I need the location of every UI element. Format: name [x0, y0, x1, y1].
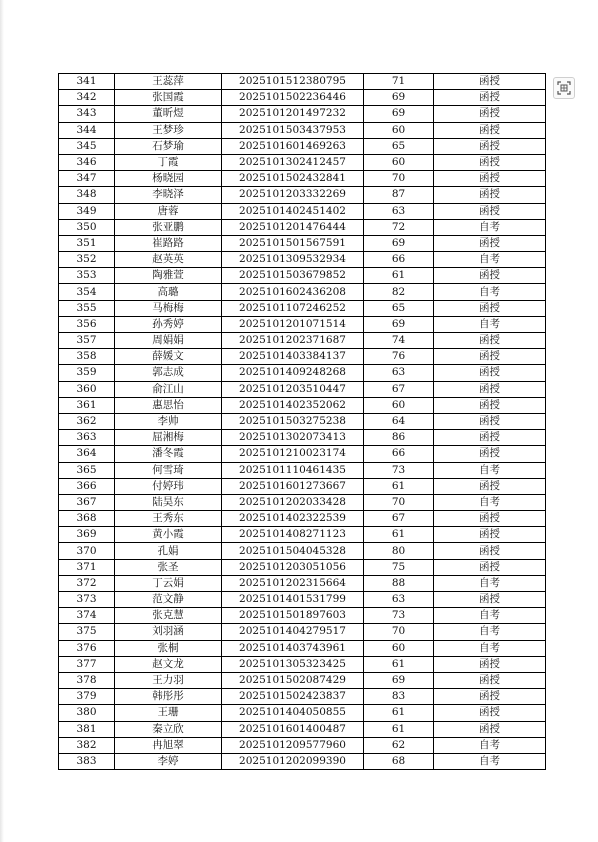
study-mode-cell: 函授 [434, 268, 546, 284]
table-row [59, 122, 546, 138]
study-mode-cell: 函授 [434, 689, 546, 705]
student-id-cell: 2025101202099390 [222, 753, 364, 769]
student-id-cell: 2025101309532934 [222, 252, 364, 268]
table-row [59, 365, 546, 381]
score-cell: 64 [364, 413, 434, 429]
score-cell: 61 [364, 527, 434, 543]
table-row [59, 154, 546, 170]
student-name-cell: 薛媛文 [115, 349, 222, 365]
table-row [59, 284, 546, 300]
table-row [59, 721, 546, 737]
study-mode-cell: 函授 [434, 543, 546, 559]
row-number-cell: 363 [59, 430, 115, 446]
student-name-cell: 周娟娟 [115, 333, 222, 349]
student-name-cell: 丁霞 [115, 154, 222, 170]
score-cell: 75 [364, 559, 434, 575]
row-number-cell: 347 [59, 171, 115, 187]
study-mode-cell: 自考 [434, 640, 546, 656]
study-mode-cell: 函授 [434, 527, 546, 543]
score-cell: 61 [364, 705, 434, 721]
score-cell: 71 [364, 74, 434, 90]
student-name-cell: 郭志成 [115, 365, 222, 381]
score-cell: 69 [364, 106, 434, 122]
student-name-cell: 唐蓉 [115, 203, 222, 219]
table-row [59, 430, 546, 446]
score-cell: 73 [364, 608, 434, 624]
table-row [59, 689, 546, 705]
student-id-cell: 2025101203510447 [222, 381, 364, 397]
student-name-cell: 王秀东 [115, 511, 222, 527]
row-number-cell: 362 [59, 413, 115, 429]
row-number-cell: 359 [59, 365, 115, 381]
study-mode-cell: 函授 [434, 333, 546, 349]
study-mode-cell: 函授 [434, 511, 546, 527]
table-row [59, 252, 546, 268]
table-row [59, 138, 546, 154]
student-id-cell: 2025101403384137 [222, 349, 364, 365]
row-number-cell: 341 [59, 74, 115, 90]
table-row [59, 640, 546, 656]
score-cell: 62 [364, 737, 434, 753]
study-mode-cell: 自考 [434, 284, 546, 300]
table-row [59, 333, 546, 349]
student-id-cell: 2025101602436208 [222, 284, 364, 300]
row-number-cell: 378 [59, 672, 115, 688]
score-table [58, 73, 546, 770]
table-row [59, 106, 546, 122]
study-mode-cell: 函授 [434, 138, 546, 154]
table-row [59, 494, 546, 510]
row-number-cell: 373 [59, 592, 115, 608]
score-cell: 70 [364, 624, 434, 640]
student-name-cell: 张桐 [115, 640, 222, 656]
student-name-cell: 高璐 [115, 284, 222, 300]
row-number-cell: 367 [59, 494, 115, 510]
score-cell: 66 [364, 252, 434, 268]
study-mode-cell: 函授 [434, 721, 546, 737]
score-cell: 69 [364, 90, 434, 106]
page-edge-shadow [0, 0, 4, 842]
student-name-cell: 王蕊萍 [115, 74, 222, 90]
study-mode-cell: 自考 [434, 753, 546, 769]
table-row [59, 478, 546, 494]
score-cell: 61 [364, 268, 434, 284]
student-name-cell: 崔路路 [115, 235, 222, 251]
table-row [59, 316, 546, 332]
student-id-cell: 2025101305323425 [222, 656, 364, 672]
score-cell: 67 [364, 511, 434, 527]
student-id-cell: 2025101209577960 [222, 737, 364, 753]
student-name-cell: 俞江山 [115, 381, 222, 397]
student-id-cell: 2025101403743961 [222, 640, 364, 656]
study-mode-cell: 函授 [434, 187, 546, 203]
study-mode-cell: 函授 [434, 300, 546, 316]
score-cell: 61 [364, 478, 434, 494]
student-id-cell: 2025101601400487 [222, 721, 364, 737]
study-mode-cell: 函授 [434, 349, 546, 365]
student-name-cell: 张国霞 [115, 90, 222, 106]
row-number-cell: 360 [59, 381, 115, 397]
study-mode-cell: 函授 [434, 235, 546, 251]
score-cell: 65 [364, 138, 434, 154]
table-row [59, 446, 546, 462]
score-cell: 76 [364, 349, 434, 365]
row-number-cell: 358 [59, 349, 115, 365]
study-mode-cell: 自考 [434, 624, 546, 640]
row-number-cell: 371 [59, 559, 115, 575]
row-number-cell: 357 [59, 333, 115, 349]
study-mode-cell: 自考 [434, 252, 546, 268]
table-row [59, 511, 546, 527]
row-number-cell: 369 [59, 527, 115, 543]
student-id-cell: 2025101408271123 [222, 527, 364, 543]
score-cell: 65 [364, 300, 434, 316]
row-number-cell: 344 [59, 122, 115, 138]
table-row [59, 187, 546, 203]
student-name-cell: 马梅梅 [115, 300, 222, 316]
score-cell: 60 [364, 154, 434, 170]
student-id-cell: 2025101502423837 [222, 689, 364, 705]
row-number-cell: 348 [59, 187, 115, 203]
study-mode-cell: 自考 [434, 316, 546, 332]
student-name-cell: 冉旭翠 [115, 737, 222, 753]
study-mode-cell: 函授 [434, 446, 546, 462]
student-id-cell: 2025101203051056 [222, 559, 364, 575]
table-row [59, 753, 546, 769]
table-row [59, 592, 546, 608]
study-mode-cell: 自考 [434, 575, 546, 591]
student-name-cell: 王珊 [115, 705, 222, 721]
score-cell: 82 [364, 284, 434, 300]
student-name-cell: 秦立欣 [115, 721, 222, 737]
student-name-cell: 杨晓园 [115, 171, 222, 187]
student-name-cell: 李晓泽 [115, 187, 222, 203]
study-mode-cell: 函授 [434, 203, 546, 219]
score-table-body [59, 74, 546, 770]
score-cell: 69 [364, 316, 434, 332]
study-mode-cell: 函授 [434, 106, 546, 122]
table-row [59, 575, 546, 591]
student-id-cell: 2025101201497232 [222, 106, 364, 122]
score-cell: 88 [364, 575, 434, 591]
student-id-cell: 2025101502087429 [222, 672, 364, 688]
student-id-cell: 2025101502432841 [222, 171, 364, 187]
student-name-cell: 董昕煜 [115, 106, 222, 122]
row-number-cell: 382 [59, 737, 115, 753]
row-number-cell: 356 [59, 316, 115, 332]
row-number-cell: 351 [59, 235, 115, 251]
row-number-cell: 354 [59, 284, 115, 300]
row-number-cell: 366 [59, 478, 115, 494]
student-id-cell: 2025101501897603 [222, 608, 364, 624]
table-row [59, 300, 546, 316]
student-id-cell: 2025101503275238 [222, 413, 364, 429]
row-number-cell: 355 [59, 300, 115, 316]
study-mode-cell: 函授 [434, 656, 546, 672]
table-row [59, 268, 546, 284]
student-id-cell: 2025101201071514 [222, 316, 364, 332]
study-mode-cell: 自考 [434, 737, 546, 753]
score-cell: 60 [364, 640, 434, 656]
row-number-cell: 365 [59, 462, 115, 478]
student-name-cell: 孔娟 [115, 543, 222, 559]
student-name-cell: 刘羽涵 [115, 624, 222, 640]
table-row [59, 171, 546, 187]
table-row [59, 672, 546, 688]
student-id-cell: 2025101402451402 [222, 203, 364, 219]
row-number-cell: 352 [59, 252, 115, 268]
student-id-cell: 2025101404050855 [222, 705, 364, 721]
row-number-cell: 343 [59, 106, 115, 122]
student-name-cell: 赵文龙 [115, 656, 222, 672]
study-mode-cell: 函授 [434, 365, 546, 381]
student-name-cell: 丁云娟 [115, 575, 222, 591]
study-mode-cell: 函授 [434, 122, 546, 138]
table-row [59, 527, 546, 543]
student-id-cell: 2025101409248268 [222, 365, 364, 381]
study-mode-cell: 函授 [434, 381, 546, 397]
student-id-cell: 2025101202371687 [222, 333, 364, 349]
student-name-cell: 王力羽 [115, 672, 222, 688]
score-cell: 72 [364, 219, 434, 235]
score-cell: 69 [364, 672, 434, 688]
study-mode-cell: 函授 [434, 478, 546, 494]
table-row [59, 90, 546, 106]
student-name-cell: 王梦珍 [115, 122, 222, 138]
student-name-cell: 范文静 [115, 592, 222, 608]
score-cell: 63 [364, 592, 434, 608]
table-row [59, 413, 546, 429]
table-row [59, 559, 546, 575]
student-id-cell: 2025101110461435 [222, 462, 364, 478]
study-mode-cell: 函授 [434, 154, 546, 170]
study-mode-cell: 函授 [434, 592, 546, 608]
student-id-cell: 2025101402322539 [222, 511, 364, 527]
row-number-cell: 370 [59, 543, 115, 559]
study-mode-cell: 自考 [434, 462, 546, 478]
student-id-cell: 2025101302073413 [222, 430, 364, 446]
score-cell: 63 [364, 365, 434, 381]
student-name-cell: 付婷玮 [115, 478, 222, 494]
student-name-cell: 石梦瑜 [115, 138, 222, 154]
table-row [59, 219, 546, 235]
student-id-cell: 2025101502236446 [222, 90, 364, 106]
score-cell: 61 [364, 721, 434, 737]
study-mode-cell: 函授 [434, 413, 546, 429]
student-id-cell: 2025101203332269 [222, 187, 364, 203]
student-id-cell: 2025101107246252 [222, 300, 364, 316]
student-name-cell: 赵英英 [115, 252, 222, 268]
row-number-cell: 383 [59, 753, 115, 769]
student-id-cell: 2025101601469263 [222, 138, 364, 154]
student-id-cell: 2025101504045328 [222, 543, 364, 559]
student-id-cell: 2025101401531799 [222, 592, 364, 608]
student-name-cell: 屈湘梅 [115, 430, 222, 446]
student-name-cell: 张圣 [115, 559, 222, 575]
table-row [59, 203, 546, 219]
score-cell: 83 [364, 689, 434, 705]
score-cell: 60 [364, 397, 434, 413]
study-mode-cell: 函授 [434, 171, 546, 187]
row-number-cell: 349 [59, 203, 115, 219]
score-cell: 70 [364, 494, 434, 510]
student-id-cell: 2025101210023174 [222, 446, 364, 462]
row-number-cell: 353 [59, 268, 115, 284]
study-mode-cell: 自考 [434, 219, 546, 235]
score-cell: 80 [364, 543, 434, 559]
table-row [59, 462, 546, 478]
student-id-cell: 2025101201476444 [222, 219, 364, 235]
student-id-cell: 2025101503679852 [222, 268, 364, 284]
table-row [59, 543, 546, 559]
student-name-cell: 潘冬霞 [115, 446, 222, 462]
score-cell: 60 [364, 122, 434, 138]
study-mode-cell: 函授 [434, 672, 546, 688]
study-mode-cell: 函授 [434, 705, 546, 721]
student-name-cell: 张亚鹏 [115, 219, 222, 235]
table-row [59, 656, 546, 672]
fullscreen-button[interactable] [553, 77, 575, 99]
fullscreen-icon [557, 81, 571, 95]
row-number-cell: 364 [59, 446, 115, 462]
score-cell: 66 [364, 446, 434, 462]
row-number-cell: 372 [59, 575, 115, 591]
table-row [59, 624, 546, 640]
table-row [59, 349, 546, 365]
study-mode-cell: 函授 [434, 559, 546, 575]
student-id-cell: 2025101501567591 [222, 235, 364, 251]
row-number-cell: 350 [59, 219, 115, 235]
study-mode-cell: 自考 [434, 608, 546, 624]
student-name-cell: 陆昊东 [115, 494, 222, 510]
student-id-cell: 2025101402352062 [222, 397, 364, 413]
row-number-cell: 368 [59, 511, 115, 527]
study-mode-cell: 函授 [434, 90, 546, 106]
score-cell: 73 [364, 462, 434, 478]
score-cell: 86 [364, 430, 434, 446]
table-row [59, 737, 546, 753]
score-cell: 87 [364, 187, 434, 203]
study-mode-cell: 函授 [434, 397, 546, 413]
student-name-cell: 孙秀婷 [115, 316, 222, 332]
student-id-cell: 2025101302412457 [222, 154, 364, 170]
study-mode-cell: 函授 [434, 430, 546, 446]
score-cell: 61 [364, 656, 434, 672]
student-id-cell: 2025101202315664 [222, 575, 364, 591]
row-number-cell: 379 [59, 689, 115, 705]
table-row [59, 74, 546, 90]
row-number-cell: 375 [59, 624, 115, 640]
student-name-cell: 何雪琦 [115, 462, 222, 478]
student-name-cell: 张克慧 [115, 608, 222, 624]
student-name-cell: 李帅 [115, 413, 222, 429]
student-id-cell: 2025101601273667 [222, 478, 364, 494]
student-name-cell: 黄小霞 [115, 527, 222, 543]
table-row [59, 608, 546, 624]
row-number-cell: 381 [59, 721, 115, 737]
student-name-cell: 李婷 [115, 753, 222, 769]
table-row [59, 705, 546, 721]
score-cell: 68 [364, 753, 434, 769]
student-name-cell: 陶雅萱 [115, 268, 222, 284]
score-cell: 67 [364, 381, 434, 397]
score-cell: 69 [364, 235, 434, 251]
student-id-cell: 2025101503437953 [222, 122, 364, 138]
row-number-cell: 361 [59, 397, 115, 413]
score-cell: 74 [364, 333, 434, 349]
row-number-cell: 374 [59, 608, 115, 624]
score-cell: 63 [364, 203, 434, 219]
table-row [59, 381, 546, 397]
student-id-cell: 2025101404279517 [222, 624, 364, 640]
row-number-cell: 377 [59, 656, 115, 672]
student-name-cell: 惠思怡 [115, 397, 222, 413]
table-row [59, 235, 546, 251]
row-number-cell: 380 [59, 705, 115, 721]
student-name-cell: 韩彤彤 [115, 689, 222, 705]
row-number-cell: 376 [59, 640, 115, 656]
row-number-cell: 346 [59, 154, 115, 170]
table-row [59, 397, 546, 413]
row-number-cell: 345 [59, 138, 115, 154]
student-id-cell: 2025101512380795 [222, 74, 364, 90]
student-id-cell: 2025101202033428 [222, 494, 364, 510]
score-cell: 70 [364, 171, 434, 187]
study-mode-cell: 自考 [434, 494, 546, 510]
study-mode-cell: 函授 [434, 74, 546, 90]
row-number-cell: 342 [59, 90, 115, 106]
